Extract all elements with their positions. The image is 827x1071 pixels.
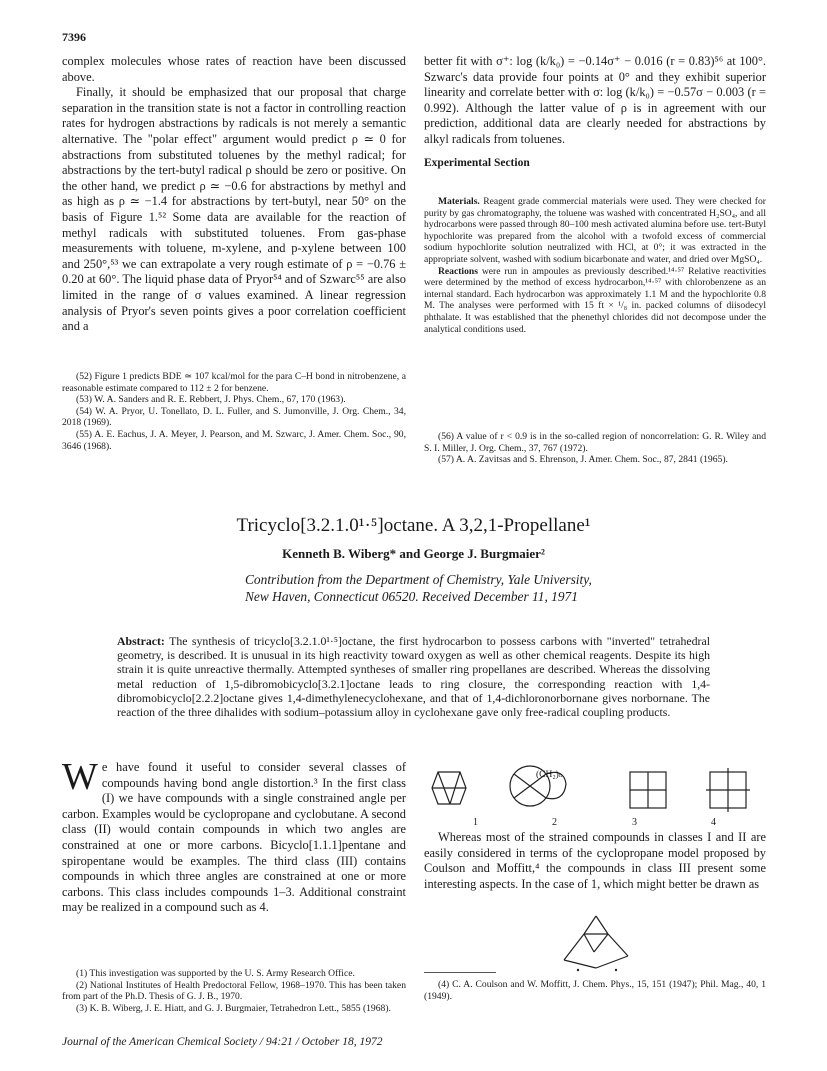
propellane-structure (554, 912, 638, 974)
footnote-56: (56) A value of r < 0.9 is in the so-called region of noncorrelation: G. R. Wiley and S. I. Miller, J. Org. Chem., 37, 767 (1972). (424, 431, 766, 454)
footnote-57: (57) A. A. Zavitsas and S. Ehrenson, J. Amer. Chem. Soc., 87, 2841 (1965). (438, 454, 728, 466)
reactions-text: were run in ampoules as previously described.¹⁴·⁵⁷ Relative reactivities were determined by the method of excess hydrocarbon,¹⁴·⁵⁷ with chlorobenzene as an internal standard. Each hydrocarbon was approximately 1.1 M and the hypochlorite 0.8 M. The analyses were performed with 15 ft × ¹/₈ in. packed columns of diisodecyl phthalate. It was established that the phenethyl chlorides did not decompose under the analytical conditions used. (424, 265, 766, 335)
structures-row (424, 762, 768, 814)
body-right-paragraph: Whereas most of the strained compounds in classes I and II are easily considered in terms of the cyclopropane model proposed by Coulson and Moffitt,⁴ the compounds in class III present some interesting aspects. In the case of 1, which might better be drawn as (424, 830, 766, 891)
footnote-2: (2) National Institutes of Health Predoctoral Fellow, 1968–1970. This has been taken from part of the Ph.D. Thesis of G. J. B., 1970. (62, 979, 406, 1002)
left-footnotes (62, 371, 406, 452)
structure-1 (432, 772, 466, 804)
materials-paragraph (424, 196, 766, 266)
structure-label-4: 4 (711, 817, 716, 828)
structure-3 (630, 772, 666, 808)
structure-label-1: 1 (473, 817, 478, 828)
right-footnotes (424, 431, 766, 466)
footnote-4: (4) C. A. Coulson and W. Moffitt, J. Chem. Phys., 15, 151 (1947); Phil. Mag., 40, 1 (1949). (424, 979, 766, 1002)
affiliation (245, 572, 592, 605)
structure-label-3: 3 (632, 817, 637, 828)
abstract-label: Abstract: (117, 634, 165, 648)
right-top-column (424, 54, 766, 177)
body-right-footnote (424, 979, 766, 1002)
drop-cap: W (62, 756, 98, 798)
reactions-label: Reactions (438, 265, 478, 277)
affiliation-line-1: Contribution from the Department of Chemistry, Yale University, (245, 572, 592, 587)
footnote-54: (54) W. A. Pryor, U. Tonellato, D. L. Fuller, and S. Jumonville, J. Org. Chem., 34, 2018 (1969). (62, 405, 406, 429)
reactions-paragraph (424, 266, 766, 336)
footnote-1: (1) This investigation was supported by the U. S. Army Research Office. (76, 968, 355, 979)
intro-paragraph: e have found it useful to consider several classes of compounds having bond angle distortion.³ In the first class (I) we have compounds with a single constrained angle per carbon. Examples would be cyclopropane and cyclobutane. A second class (II) would contain compounds in which two angles are constrained at one or more carbons. Bicyclo[1.1.1]pentane and spiropentane would be examples. The third class (III) contains compounds in which three angles are constrained at one or more carbons. This class includes compounds 1–3. Additional constraint may be realized in a compound such as 4. (62, 760, 406, 915)
ch2-label: (CH₂)ₙ (536, 770, 563, 780)
footnote-52: (52) Figure 1 predicts BDE ≃ 107 kcal/mol for the para C–H bond in nitrobenzene, a reasonable estimate compared to 112 ± 2 for benzene. (62, 371, 406, 394)
body-right-column (424, 830, 766, 892)
materials-text: Reagent grade commercial materials were used. They were checked for purity by gas chromatography, the toluene was washed with concentrated H₂SO₄, and all hydrocarbons were passed through 80–100 mesh activated alumina before use. tert-Butyl hypochlorite was prepared from the alcohol with a twofold excess of commercial sodium hypochlorite solution neutralized with HCl, at 0°; it was extracted in the appropriate solvent, washed with sodium bicarbonate and water, and dried over MgSO₄. (424, 196, 766, 265)
affiliation-line-2: New Haven, Connecticut 06520. Received December 11, 1971 (245, 588, 578, 604)
footnote-53: (53) W. A. Sanders and R. E. Rebbert, J. Phys. Chem., 67, 170 (1963). (76, 394, 346, 406)
structure-label-2: 2 (552, 817, 557, 828)
abstract (117, 634, 710, 719)
left-paragraph-2: Finally, it should be emphasized that our proposal that charge separation in the transition state is not a factor in controlling reaction rates for hydrogen abstractions by radicals is not merely a semantic alternative. The "polar effect" argument would predict ρ ≃ 0 for abstractions from substituted toluenes by the methyl radical; for abstractions by the tert-butyl radical ρ should be zero or positive. On the other hand, we predict ρ ≃ −0.6 for abstractions by methyl and as high as ρ ≃ −1.4 for abstractions by tert-butyl, near 50° on the basis of Figure 1.⁵² Some data are available for the reaction of methyl radicals with substituted toluenes. From gas-phase measurements with toluene, m-xylene, and p-xylene between 100 and 250°,⁵³ we can extrapolate a very rough estimate of ρ = −0.76 ± 0.20 at 60°. The liquid phase data of Pryor⁵⁴ and of Szwarc⁵⁵ are also limited in the range of σ values examined. A linear regression analysis of Pryor's seven points gives a poor correlation coefficient and a (62, 85, 406, 334)
journal-footer: Journal of the American Chemical Society / 94:21 / October 18, 1972 (62, 1036, 383, 1048)
footnote-55: (55) A. E. Eachus, J. A. Meyer, J. Pearson, and M. Szwarc, J. Amer. Chem. Soc., 90, 3646 (1968). (62, 428, 406, 452)
left-paragraph-1: complex molecules whose rates of reaction have been discussed above. (62, 54, 406, 84)
footnote-3: (3) K. B. Wiberg, J. E. Hiatt, and G. J. Burgmaier, Tetrahedron Lett., 5855 (1968). (76, 1002, 391, 1014)
article-authors: Kenneth B. Wiberg* and George J. Burgmaier² (282, 546, 545, 561)
experimental-body (424, 196, 766, 335)
materials-label: Materials. (438, 196, 480, 207)
body-left-column (62, 756, 406, 916)
footnote-rule (424, 972, 496, 973)
page-number: 7396 (62, 30, 86, 44)
experimental-section-title: Experimental Section (424, 156, 530, 169)
body-left-footnotes (62, 968, 406, 1014)
article-title: Tricyclo[3.2.1.0¹·⁵]octane. A 3,2,1-Propellane¹ (236, 515, 591, 536)
structure-4 (706, 768, 750, 812)
abstract-text: The synthesis of tricyclo[3.2.1.0¹·⁵]octane, the first hydrocarbon to possess carbons with "inverted" tetrahedral geometry, is described. It is unusual in its high reactivity toward oxygen as well as other chemical reagents. Despite its high strain it is quite unreactive thermally. Attempted syntheses of smaller ring propellanes are described. Whereas the dissolving metal reduction of 1,5-dibromobicyclo[3.2.1]octane leads to ring closure, the corresponding reaction with 1,4-dibromobicyclo[2.2.2]octane gives 1,4-dimethylenecyclohexane, and that of 1,4-dichloronorbornane gives norbornane. The reaction of the three dihalides with sodium–potassium alloy in cyclohexane gave only free-radical coupling products. (117, 634, 710, 720)
left-top-column (62, 54, 406, 335)
right-paragraph-1: better fit with σ⁺: log (k/k₀) = −0.14σ⁺ − 0.016 (r = 0.83)⁵⁶ at 100°. Szwarc's data provide four points at 0° and they exhibit superior linearity and correlate better with σ: log (k/k₀) = −0.57σ − 0.003 (r = 0.992). Although the latter value of ρ is in agreement with our prediction, additional data are clearly needed for abstractions by alkyl radicals from toluenes. (424, 54, 766, 146)
